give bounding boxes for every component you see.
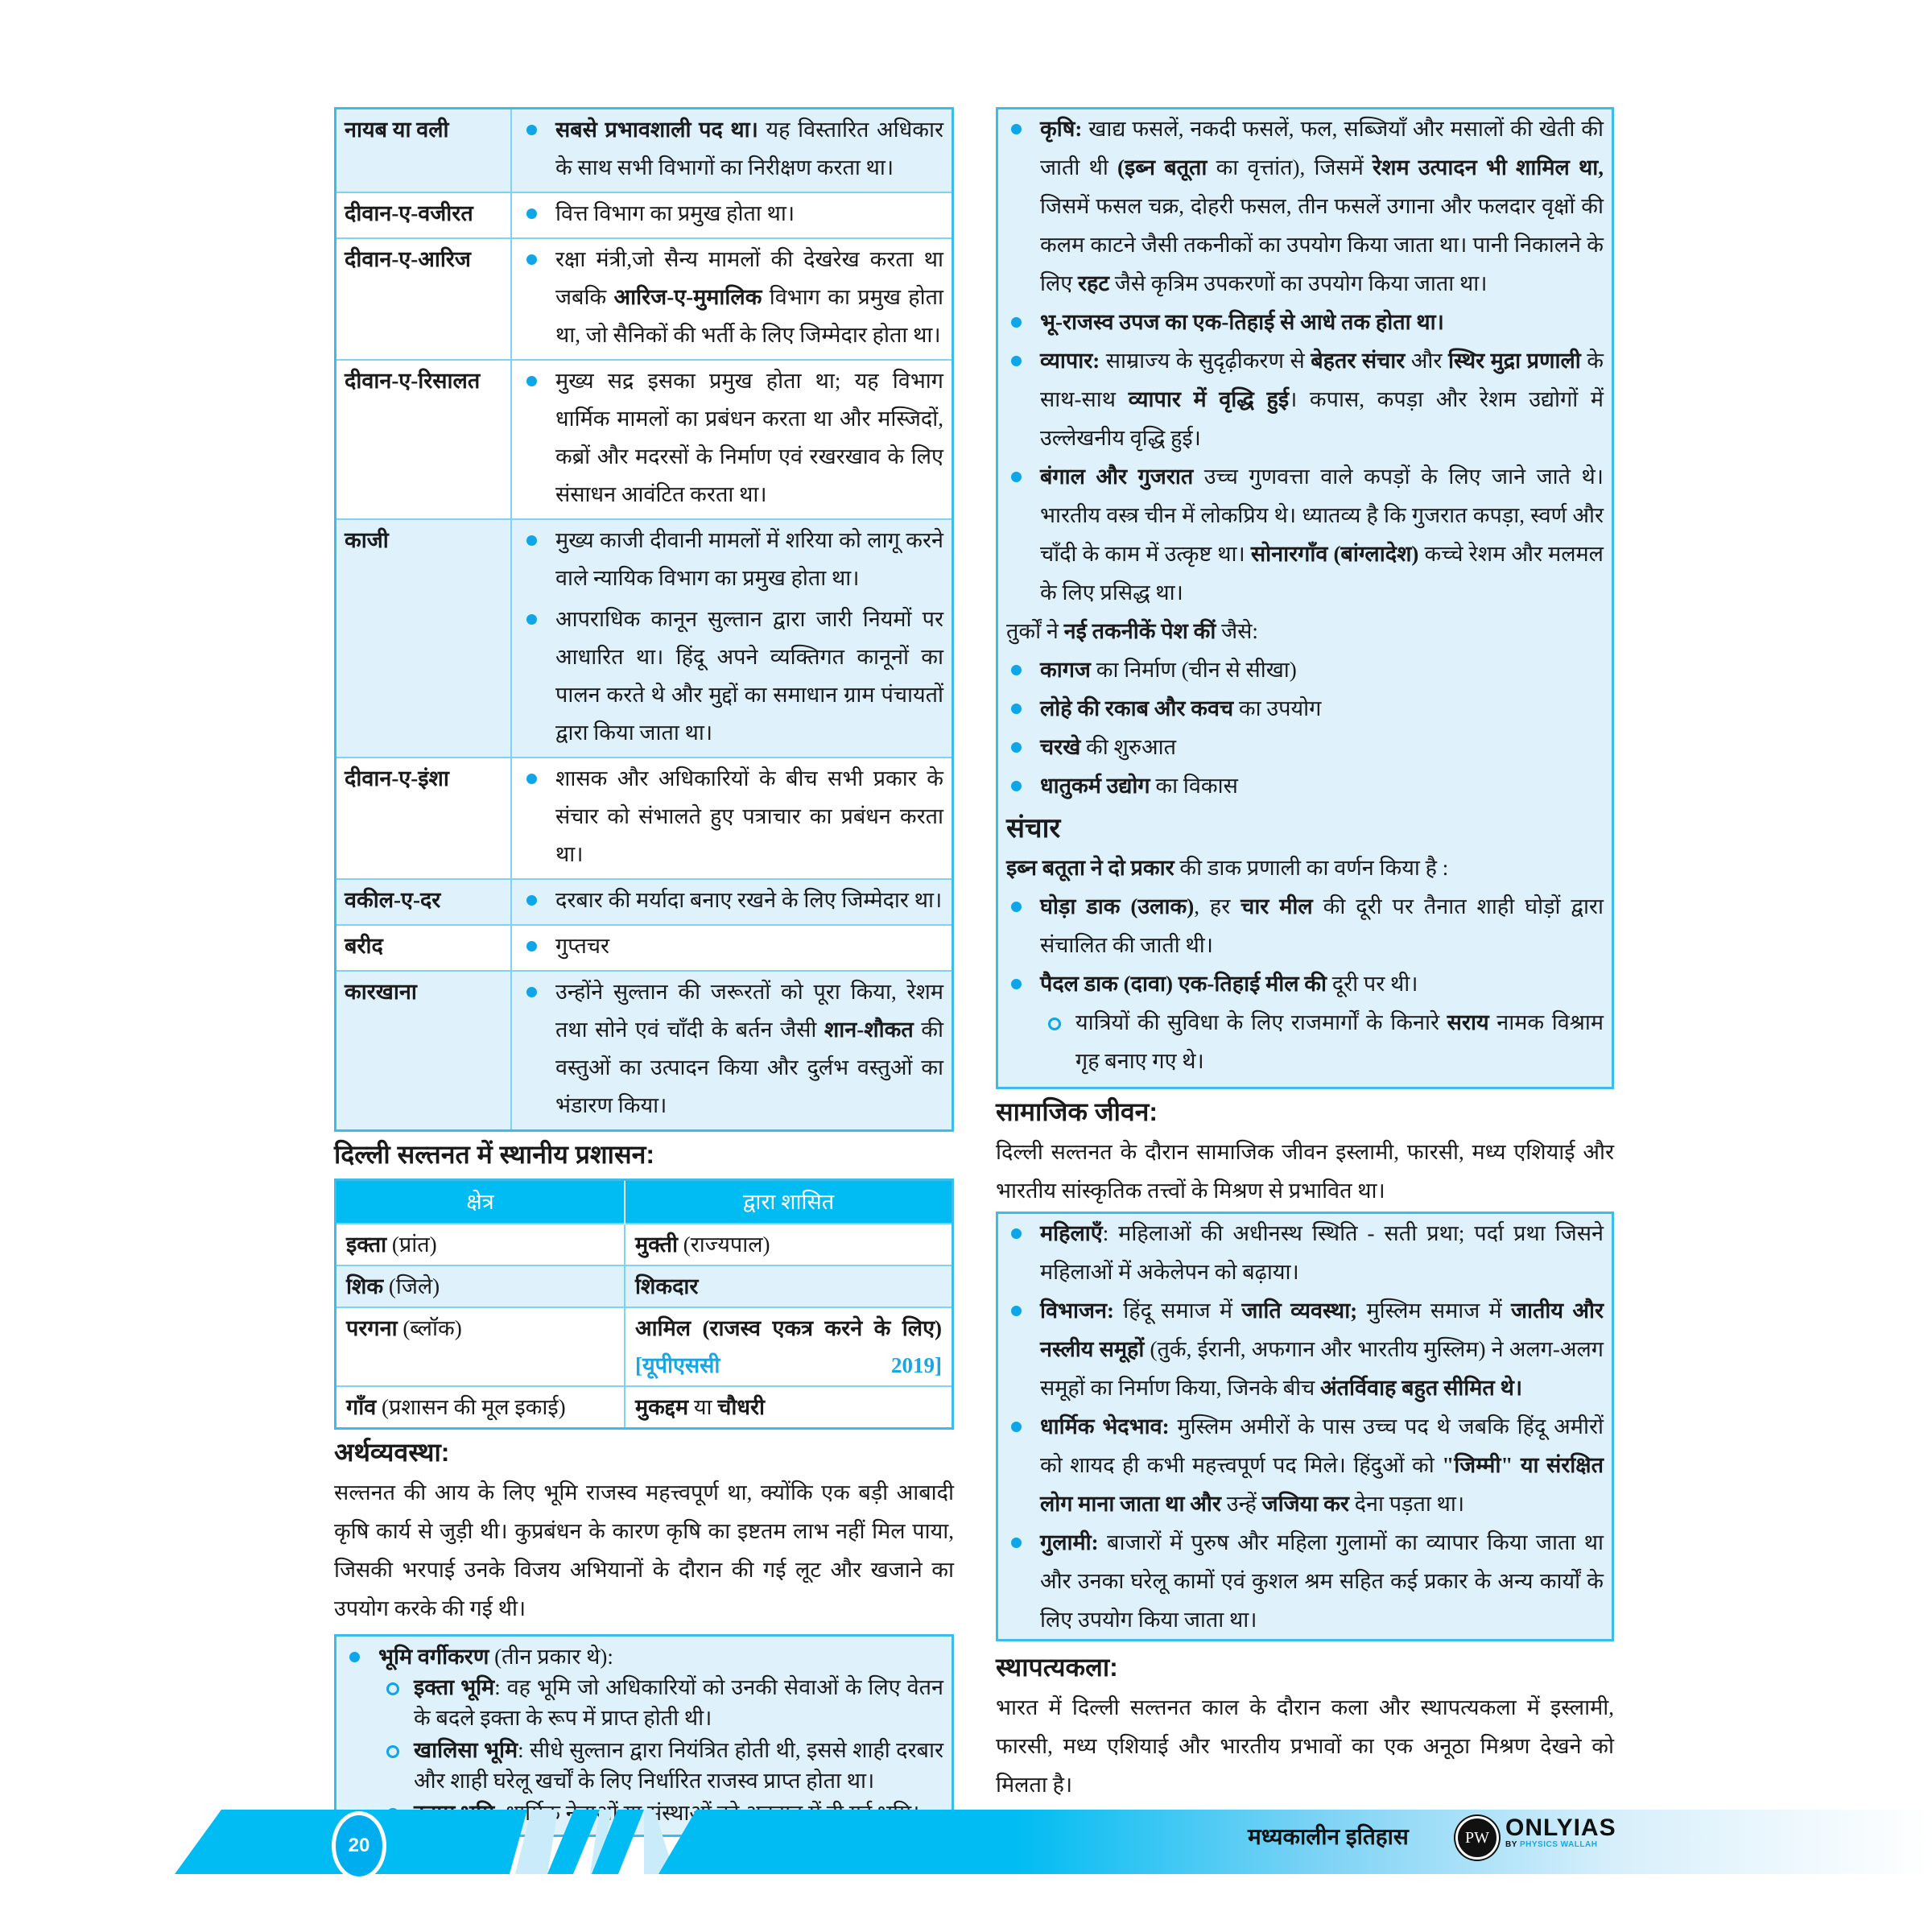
text: की शुरुआत — [1080, 735, 1177, 759]
text: आपराधिक कानून सुल्तान द्वारा जारी नियमों पर आधारित था। हिंदू अपने व्यक्तिगत कानूनों का पालन करते थे और मुद्दों का समाधान ग्राम पंचायतों द्वारा किया जाता था। — [555, 607, 943, 745]
text: और — [1405, 349, 1448, 373]
official-description — [511, 238, 953, 360]
text: , हर — [1194, 894, 1241, 919]
table-row — [336, 192, 953, 238]
text-bold: नई तकनीकें पेश कीं — [1063, 619, 1216, 643]
bullet-icon — [526, 614, 537, 625]
circle-bullet-icon — [386, 1745, 399, 1758]
region-desc: (प्रशासन की मूल इकाई) — [376, 1395, 566, 1419]
connector: या — [688, 1395, 718, 1419]
official-title: काजी — [336, 519, 512, 758]
right-column — [996, 107, 1614, 1804]
official-title: वकील-ए-दर — [336, 879, 512, 925]
economy-details-box — [996, 107, 1614, 1089]
table-row — [336, 109, 953, 193]
table-row — [336, 360, 953, 519]
label: व्यापार: — [1040, 349, 1100, 373]
communication-heading: संचार — [1006, 813, 1061, 844]
text-bold: लोहे की रकाब और कवच — [1040, 696, 1234, 720]
text: बाजारों में पुरुष और महिला गुलामों का व्यापार किया जाता था और उनका घरेलू कामों एवं कुशल श्रम सहित कई प्रकार के अन्य कार्यों के लिए उपयोग किया जाता था। — [1040, 1530, 1604, 1632]
text-bold: शान-शौकत — [824, 1018, 914, 1042]
bullet-icon — [1011, 472, 1022, 482]
text: खाद्य फसलें, नकदी फसलें, फल, सब्जियाँ और मसालों की खेती की जाती थी — [1040, 117, 1604, 180]
text: की दूरी पर तैनात शाही घोड़ों द्वारा संचालित की जाती थी। — [1040, 894, 1604, 957]
governor-name: शिकदार — [635, 1274, 699, 1298]
pw-logo-icon: PW — [1455, 1816, 1499, 1860]
text: साम्राज्य के सुदृढ़ीकरण से — [1100, 349, 1311, 373]
region-name: गाँव — [346, 1395, 377, 1419]
sub-list-item — [378, 1735, 943, 1796]
text: वित्त विभाग का प्रमुख होता था। — [555, 201, 795, 225]
description-point — [555, 241, 943, 354]
local-admin-table — [334, 1179, 954, 1430]
text: मुख्य सद्र इसका प्रमुख होता था; यह विभाग धार्मिक मामलों का प्रबंधन करता था और मस्जिदों, कब्रों और मदरसों के निर्माण एवं रखरखाव के लिए संसाधन आवंटित करता था। — [555, 369, 943, 506]
official-title: कारखाना — [336, 971, 512, 1131]
region-name: परगना — [346, 1316, 398, 1340]
table-row — [336, 238, 953, 360]
text: का उपयोग — [1233, 696, 1322, 720]
text: (तुर्क, ईरानी, अफगान और भारतीय मुस्लिम) ने अलग-अलग समूहों का निर्माण किया, जिनके बीच — [1040, 1337, 1604, 1400]
bullet-icon — [1011, 1422, 1022, 1432]
text: । कपास, कपड़ा और रेशम उद्योगों में उल्लेखनीय वृद्धि हुई। — [1040, 387, 1604, 450]
social-life-paragraph: दिल्ली सल्तनत के दौरान सामाजिक जीवन इस्लामी, फारसी, मध्य एशियाई और भारतीय सांस्कृतिक तत्त्वों के मिश्रण से प्रभावित था। — [996, 1140, 1614, 1203]
text-bold: रहट — [1077, 271, 1109, 295]
text-bold: भू-राजस्व उपज का एक-तिहाई से आधे तक होता था। — [1040, 310, 1444, 334]
governor-name-alt: चौधरी — [717, 1395, 766, 1419]
list-item-tech — [1006, 766, 1604, 805]
text: : महिलाओं की अधीनस्थ स्थिति - सती प्रथा; पर्दा प्रथा जिसने महिलाओं में अकेलेपन को बढ़ाया। — [1040, 1221, 1604, 1284]
text: उन्होंने सुल्तान की जरूरतों को पूरा किया, रेशम तथा सोने एवं चाँदी के बर्तन जैसी — [555, 980, 943, 1042]
official-title: दीवान-ए-आरिज — [336, 238, 512, 360]
list-item — [345, 1641, 943, 1828]
official-title: दीवान-ए-वजीरत — [336, 192, 512, 238]
list-item-division — [1006, 1291, 1604, 1407]
table-row — [336, 1307, 953, 1386]
official-description — [511, 971, 953, 1131]
official-description — [511, 925, 953, 971]
region-desc: (प्रांत) — [386, 1232, 437, 1257]
bullet-icon — [1011, 356, 1022, 366]
table-row — [336, 758, 953, 879]
architecture-paragraph: भारत में दिल्ली सल्तनत काल के दौरान कला और स्थापत्यकला में इस्लामी, फारसी, मध्य एशियाई और भारतीय प्रभावों का एक अनूठा मिश्रण देखने को मिलता है। — [996, 1695, 1614, 1797]
region-desc: (जिले) — [383, 1274, 440, 1298]
label: विभाजन: — [1040, 1298, 1114, 1323]
governor-name: आमिल (राजस्व एकत्र करने के लिए) — [635, 1316, 942, 1340]
text-bold: आरिज-ए-मुमालिक — [613, 285, 762, 309]
table-row — [336, 1265, 953, 1307]
sub-list-item — [1040, 1003, 1604, 1080]
official-description — [511, 758, 953, 879]
official-description — [511, 879, 953, 925]
brand-logo — [1505, 1816, 1616, 1849]
book-title: मध्यकालीन इतिहास — [1248, 1824, 1409, 1849]
governor-name: मुक्ती — [635, 1232, 679, 1257]
label: कृषि: — [1040, 117, 1083, 141]
region-desc: (ब्लॉक) — [397, 1316, 462, 1340]
text: यह विस्तारित अधिकार के साथ सभी विभागों का निरीक्षण करता था। — [555, 118, 944, 180]
region-name: शिक — [346, 1274, 384, 1298]
text-bold: बंगाल और गुजरात — [1040, 464, 1194, 489]
text: उन्हें — [1220, 1492, 1262, 1516]
brand-tag: PHYSICS WALLAH — [1520, 1840, 1598, 1849]
text: नामक विश्राम गृह बनाए गए थे। — [1075, 1010, 1604, 1073]
bullet-icon — [1011, 1538, 1022, 1548]
description-point — [555, 601, 943, 752]
turks-intro — [1006, 612, 1604, 650]
text: जैसे कृत्रिम उपकरणों का उपयोग किया जाता था। — [1108, 271, 1488, 295]
text-bold: पैदल डाक (दावा) एक-तिहाई मील की — [1040, 972, 1327, 996]
text-bold: (इब्न बतूता — [1117, 155, 1208, 180]
text-bold: घोड़ा डाक (उलाक) — [1040, 894, 1195, 919]
bullet-icon — [1011, 742, 1022, 753]
list-item-horse-post — [1006, 887, 1604, 964]
table-row — [336, 519, 953, 758]
label: महिलाएँ — [1040, 1221, 1103, 1245]
description-point — [555, 522, 943, 597]
description-point — [555, 927, 943, 965]
text: दूरी पर थी। — [1327, 972, 1418, 996]
exam-tag: [यूपीएससी 2019] — [635, 1353, 942, 1377]
circle-bullet-icon — [386, 1682, 399, 1695]
text-bold: कागज — [1040, 658, 1091, 682]
list-item-slavery — [1006, 1523, 1604, 1639]
text: जैसे: — [1216, 619, 1258, 643]
communication-intro — [1006, 848, 1604, 887]
text: यात्रियों की सुविधा के लिए राजमार्गों के किनारे — [1075, 1010, 1447, 1034]
text: तुर्कों ने — [1006, 619, 1064, 643]
official-description — [511, 109, 953, 193]
social-life-heading: सामाजिक जीवन: — [996, 1097, 1158, 1126]
brand-tag-prefix: BY — [1505, 1840, 1520, 1849]
text: रक्षा मंत्री,जो सैन्य मामलों की देखरेख करता था जबकि — [555, 247, 943, 309]
local-admin-heading: दिल्ली सल्तनत में स्थानीय प्रशासन: — [334, 1140, 654, 1169]
bullet-icon — [349, 1652, 360, 1662]
official-description — [511, 192, 953, 238]
land-type: खालिसा भूमि — [414, 1738, 518, 1762]
governor-name: मुकद्दम — [635, 1395, 689, 1419]
circle-bullet-icon — [1048, 1018, 1061, 1030]
description-point — [555, 760, 943, 873]
bullet-icon — [526, 208, 537, 219]
social-life-box — [996, 1212, 1614, 1641]
bullet-icon — [526, 987, 537, 997]
text-bold: स्थिर मुद्रा प्रणाली — [1447, 349, 1581, 373]
bullet-icon — [526, 125, 537, 135]
text-bold: "जिम्मी" या संरक्षित लोग माना जाता था और — [1040, 1453, 1604, 1516]
table-row — [336, 1386, 953, 1429]
official-title: दीवान-ए-रिसालत — [336, 360, 512, 519]
text: के साथ-साथ — [1040, 349, 1604, 411]
label: गुलामी: — [1040, 1530, 1099, 1554]
text-bold: चरखे — [1040, 735, 1081, 759]
bullet-icon — [526, 941, 537, 952]
text: दरबार की मर्यादा बनाए रखने के लिए जिम्मेदार था। — [555, 888, 943, 912]
text-bold: जातीय और नस्लीय समूहों — [1040, 1298, 1604, 1361]
bullet-icon — [526, 895, 537, 906]
text: की डाक प्रणाली का वर्णन किया है : — [1174, 856, 1449, 880]
list-item-tech — [1006, 650, 1604, 689]
land-desc: : सीधे सुल्तान द्वारा नियंत्रित होती थी, इससे शाही दरबार और शाही घरेलू खर्चों के लिए निर्धारित राजस्व प्राप्त होता था। — [414, 1738, 943, 1793]
land-title-note: (तीन प्रकार थे): — [489, 1645, 613, 1669]
officials-table — [334, 107, 954, 1132]
text: मुख्य काजी दीवानी मामलों में शरिया को लागू करने वाले न्यायिक विभाग का प्रमुख होता था। — [555, 528, 943, 590]
text-bold: अंतर्विवाह बहुत सीमित थे। — [1320, 1376, 1523, 1400]
header-region: क्षेत्र — [336, 1180, 625, 1224]
official-title: बरीद — [336, 925, 512, 971]
text: देना पड़ता था। — [1348, 1492, 1465, 1516]
list-item-women — [1006, 1214, 1604, 1291]
brand-tagline — [1505, 1840, 1616, 1849]
text-bold: जाति व्यवस्था; — [1241, 1298, 1358, 1323]
architecture-heading: स्थापत्यकला: — [996, 1653, 1118, 1682]
bullet-icon — [1011, 902, 1022, 912]
list-item-tech — [1006, 728, 1604, 766]
list-item-foot-post — [1006, 964, 1604, 1080]
description-point — [555, 362, 943, 514]
text-bold: सबसे प्रभावशाली पद था। — [555, 118, 758, 142]
table-row — [336, 925, 953, 971]
text-bold: चार मील — [1241, 894, 1313, 919]
bullet-icon — [526, 376, 537, 386]
governor-desc: (राज्यपाल) — [678, 1232, 770, 1257]
text-bold: व्यापार में वृद्धि हुई — [1128, 387, 1290, 411]
economy-paragraph: सल्तनत की आय के लिए भूमि राजस्व महत्त्वपूर्ण था, क्योंकि एक बड़ी आबादी कृषि कार्य से जुड़ी थी। कुप्रबंधन के कारण कृषि का इष्टतम लाभ नहीं मिल पाया, जिसकी भरपाई उनके विजय अभियानों के दौरान की गई लूट और खजाने का उपयोग करके की गई थी। — [334, 1480, 954, 1620]
economy-heading: अर्थव्यवस्था: — [334, 1438, 450, 1467]
list-item-religion — [1006, 1407, 1604, 1523]
text: का निर्माण (चीन से सीखा) — [1090, 658, 1297, 682]
left-column — [334, 107, 954, 1837]
table-row — [336, 971, 953, 1131]
land-classification-box — [334, 1634, 954, 1837]
official-description — [511, 519, 953, 758]
bullet-icon — [526, 535, 537, 546]
list-item-tech — [1006, 689, 1604, 728]
page-number: 20 — [332, 1811, 386, 1880]
text-bold: जजिया कर — [1261, 1492, 1349, 1516]
text-bold: बेहतर संचार — [1311, 349, 1406, 373]
table-row — [336, 879, 953, 925]
official-description — [511, 360, 953, 519]
description-point — [555, 973, 943, 1125]
text: हिंदू समाज में — [1114, 1298, 1242, 1323]
official-title: नायब या वली — [336, 109, 512, 193]
description-point — [555, 111, 943, 187]
bullet-icon — [1011, 317, 1022, 328]
bullet-icon — [1011, 979, 1022, 989]
bullet-icon — [1011, 1228, 1022, 1239]
text: की वस्तुओं का उत्पादन किया और दुर्लभ वस्तुओं का भंडारण किया। — [555, 1018, 943, 1117]
land-type: इक्ता भूमि — [414, 1675, 495, 1699]
land-desc: : वह भूमि जो अधिकारियों को उनकी सेवाओं के लिए वेतन के बदले इक्ता के रूप में प्राप्त होती थी। — [414, 1675, 943, 1730]
text-bold: इब्न बतूता ने दो प्रकार — [1006, 856, 1174, 880]
description-point — [555, 881, 943, 919]
bullet-icon — [1011, 665, 1022, 675]
text: विभाग का प्रमुख होता था, जो सैनिकों की भर्ती के लिए जिम्मेदार होता था। — [555, 285, 944, 347]
text-bold: रेशम उत्पादन भी शामिल था, — [1373, 155, 1604, 180]
bullet-icon — [526, 254, 537, 265]
bullet-icon — [1011, 704, 1022, 714]
text: उच्च गुणवत्ता वाले कपड़ों के लिए जाने जाते थे। भारतीय वस्त्र चीन में लोकप्रिय थे। ध्यातव्य है कि गुजरात कपड़ा, स्वर्ण और चाँदी के काम में उत्कृष्ट था। — [1040, 464, 1604, 566]
header-governed-by: द्वारा शासित — [625, 1180, 953, 1224]
list-item-revenue — [1006, 303, 1604, 341]
bullet-icon — [1011, 124, 1022, 134]
text-bold: सोनारगाँव (बांग्लादेश) — [1250, 542, 1419, 566]
text: मुस्लिम अमीरों के पास उच्च पद थे जबकि हिंदू अमीरों को शायद ही कभी महत्त्वपूर्ण पद मिले। हिंदुओं को — [1040, 1414, 1604, 1477]
official-title: दीवान-ए-इंशा — [336, 758, 512, 879]
list-item-bengal-gujarat — [1006, 457, 1604, 612]
list-item-trade — [1006, 341, 1604, 457]
table-row — [336, 1224, 953, 1265]
bullet-icon — [1011, 781, 1022, 791]
sub-list-item — [378, 1672, 943, 1733]
text: का वृत्तांत), जिसमें — [1207, 155, 1373, 180]
text: का विकास — [1150, 774, 1238, 798]
bullet-icon — [526, 774, 537, 784]
land-title: भूमि वर्गीकरण — [378, 1645, 489, 1669]
text: जिसमें फसल चक्र, दोहरी फसल, तीन फसलें उगाना और फलदार वृक्षों की कलम काटने जैसी तकनीकों का उपयोग किया जाता था। पानी निकालने के लिए — [1040, 194, 1604, 295]
text: शासक और अधिकारियों के बीच सभी प्रकार के संचार को संभालते हुए पत्राचार का प्रबंधन करता था। — [555, 766, 943, 866]
bullet-icon — [1011, 1306, 1022, 1316]
land-desc: संस्थाओं — [646, 1801, 712, 1825]
text: गुप्तचर — [555, 934, 610, 958]
brand-name: ONLYIAS — [1505, 1814, 1616, 1841]
list-item-agriculture — [1006, 109, 1604, 303]
footer-banner — [0, 1810, 1932, 1874]
label: धार्मिक भेदभाव: — [1040, 1414, 1170, 1439]
region-name: इक्ता — [346, 1232, 387, 1257]
description-point — [555, 195, 943, 233]
text: मुस्लिम समाज में — [1357, 1298, 1511, 1323]
text: कच्चे रेशम और मलमल के लिए प्रसिद्ध था। — [1040, 542, 1604, 605]
text-bold: धातुकर्म उद्योग — [1040, 774, 1150, 798]
text-bold: सराय — [1447, 1010, 1489, 1034]
